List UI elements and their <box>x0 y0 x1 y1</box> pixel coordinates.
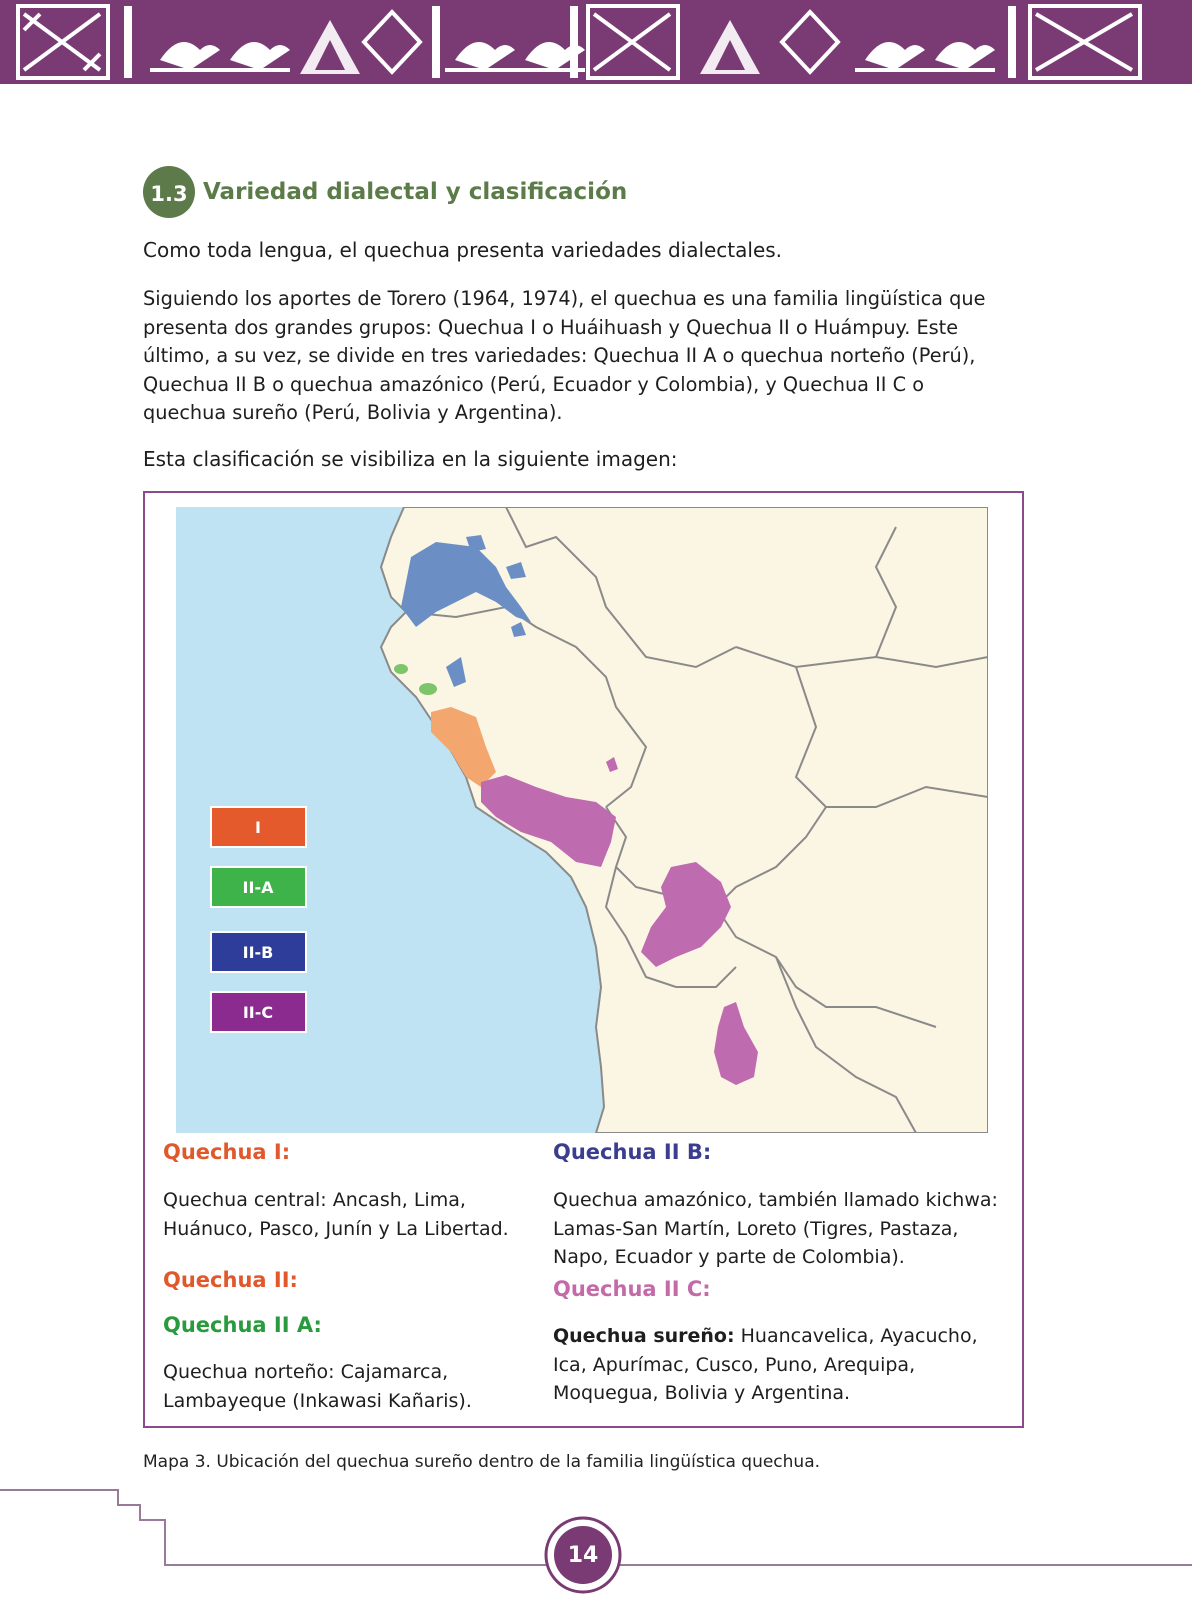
legend-label-i: I <box>255 818 261 837</box>
quechua-ii-a-description: Quechua norteño: Cajamarca, Lambayeque (Inkawasi Kañaris). <box>163 1361 472 1412</box>
quechua-ii-b-title: Quechua II B: <box>553 1140 712 1164</box>
legend-label-ii-c: II-C <box>242 1003 274 1022</box>
section-number-badge: 1.3 <box>143 166 195 218</box>
section-title: Variedad dialectal y clasificación <box>203 179 628 205</box>
quechua-ii-title: Quechua II: <box>163 1268 298 1292</box>
quechua-dialect-map <box>176 507 988 1133</box>
legend-label-ii-a: II-A <box>242 878 274 897</box>
quechua-ii-b-description: Quechua amazónico, también llamado kichwa: Lamas-San Martín, Loreto (Tigres, Pastaza, Napo, Ecuador y parte de Colombia). <box>553 1189 998 1268</box>
decorative-top-border <box>0 0 1192 84</box>
intro-paragraph: Como toda lengua, el quechua presenta variedades dialectales. <box>143 238 783 262</box>
quechua-ii-c-description <box>553 1322 993 1408</box>
map-caption: Mapa 3. Ubicación del quechua sureño dentro de la familia lingüística quechua. <box>143 1452 821 1472</box>
quechua-ii-c-description-text: Huancavelica, Ayacucho, Ica, Apurímac, Cusco, Puno, Arequipa, Moquegua, Bolivia y Argentina. <box>553 1325 978 1404</box>
quechua-i-description: Quechua central: Ancash, Lima, Huánuco, Pasco, Junín y La Libertad. <box>163 1189 509 1240</box>
quechua-ii-c-title: Quechua II C: <box>553 1277 711 1301</box>
image-lead-paragraph: Esta clasificación se visibiliza en la siguiente imagen: <box>143 447 678 471</box>
section-heading <box>143 166 627 218</box>
quechua-ii-c-description-bold: Quechua sureño: <box>553 1325 735 1347</box>
quechua-ii-a-title: Quechua II A: <box>163 1313 322 1337</box>
legend-label-ii-b: II-B <box>242 943 274 962</box>
quechua-i-title: Quechua I: <box>163 1140 291 1164</box>
classification-paragraph: Siguiendo los aportes de Torero (1964, 1974), el quechua es una familia lingüística que presenta dos grandes grupos: Quechua I o Huáihuash y Quechua II o Huámpuy. Este último, a su vez, se divide en tres variedades: Quechua II A o quechua norteño (Perú), Quechua II B o quechua amazónico (Perú, Ecuador y Colombia), y Quechua II C o quechua sureño (Perú, Bolivia y Argentina). <box>143 287 986 424</box>
page-number: 14 <box>567 1542 599 1568</box>
